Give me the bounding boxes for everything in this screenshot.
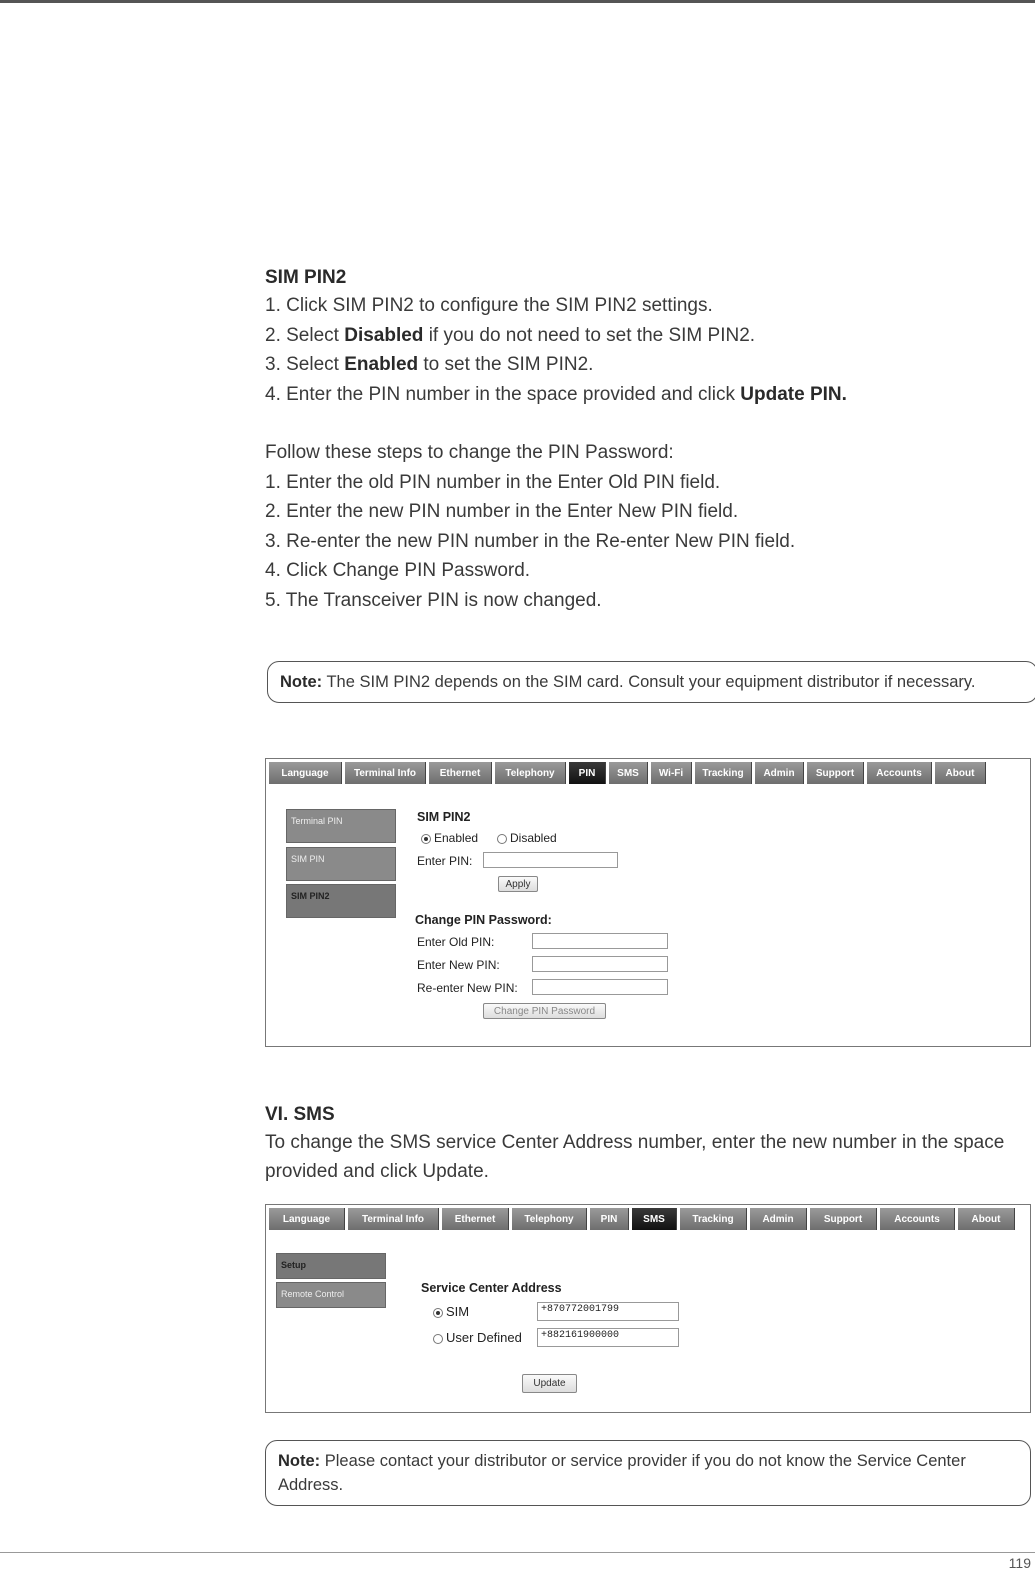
- sms-note: [265, 1440, 1031, 1506]
- top-rule: [0, 0, 1035, 3]
- enabled-option[interactable]: Enabled: [421, 831, 478, 845]
- sms-settings-screenshot: [265, 1204, 1031, 1413]
- update-button[interactable]: Update: [522, 1374, 577, 1393]
- reenter-pin-label: Re-enter New PIN:: [417, 981, 518, 995]
- tab-admin[interactable]: Admin: [755, 762, 804, 784]
- new-pin-label: Enter New PIN:: [417, 958, 500, 972]
- follow-step: 2. Enter the new PIN number in the Enter New PIN field.: [265, 501, 739, 522]
- page-number: 119: [1008, 1555, 1031, 1571]
- enter-pin-input[interactable]: [483, 852, 618, 868]
- radio-user-defined[interactable]: [433, 1334, 443, 1344]
- tab-about[interactable]: About: [958, 1208, 1015, 1230]
- disabled-option[interactable]: Disabled: [497, 831, 557, 845]
- pin-settings-screenshot: [265, 758, 1031, 1047]
- user-defined-number-input[interactable]: +882161900000: [537, 1328, 679, 1347]
- sim-pin2-heading: SIM PIN2: [265, 267, 347, 288]
- user-defined-option[interactable]: User Defined: [433, 1330, 522, 1345]
- tab-sms[interactable]: SMS: [609, 762, 648, 784]
- enter-pin-label: Enter PIN:: [417, 854, 473, 868]
- spacer: [265, 409, 1033, 438]
- tab-wifi[interactable]: Wi-Fi: [651, 762, 692, 784]
- change-pin-title: Change PIN Password:: [415, 913, 552, 927]
- tab-support[interactable]: Support: [810, 1208, 877, 1230]
- tab-accounts[interactable]: Accounts: [880, 1208, 955, 1230]
- note-label: Note:: [278, 1452, 321, 1470]
- old-pin-label: Enter Old PIN:: [417, 935, 495, 949]
- sidebar-item-remote-control[interactable]: Remote Control: [276, 1282, 386, 1308]
- tab-bar: [269, 762, 1027, 784]
- note-label: Note:: [280, 673, 323, 691]
- follow-step: 4. Click Change PIN Password.: [265, 560, 531, 581]
- tab-accounts[interactable]: Accounts: [867, 762, 932, 784]
- sidebar-item-terminal-pin[interactable]: Terminal PIN: [286, 809, 396, 843]
- tab-language[interactable]: Language: [269, 1208, 345, 1230]
- tab-admin[interactable]: Admin: [750, 1208, 807, 1230]
- step-3: 3. Select Enabled to set the SIM PIN2.: [265, 354, 594, 375]
- tab-pin[interactable]: PIN: [569, 762, 606, 784]
- tab-sms[interactable]: SMS: [632, 1208, 677, 1230]
- sim-pin2-note: [267, 661, 1035, 703]
- tab-ethernet[interactable]: Ethernet: [442, 1208, 509, 1230]
- service-center-title: Service Center Address: [421, 1281, 562, 1295]
- note-text: The SIM PIN2 depends on the SIM card. Consult your equipment distributor if necessary.: [322, 673, 976, 691]
- bottom-rule: [0, 1552, 1035, 1553]
- follow-step: 3. Re-enter the new PIN number in the Re-enter New PIN field.: [265, 530, 796, 552]
- tab-ethernet[interactable]: Ethernet: [429, 762, 492, 784]
- sms-heading: VI. SMS: [265, 1104, 335, 1125]
- tab-tracking[interactable]: Tracking: [695, 762, 752, 784]
- old-pin-input[interactable]: [532, 933, 668, 949]
- sim-pin2-section: [265, 265, 1033, 615]
- apply-button[interactable]: Apply: [498, 876, 538, 892]
- tab-language[interactable]: Language: [269, 762, 342, 784]
- new-pin-input[interactable]: [532, 956, 668, 972]
- step-1: 1. Click SIM PIN2 to configure the SIM PIN2 settings.: [265, 295, 713, 316]
- radio-enabled[interactable]: [421, 834, 431, 844]
- tab-terminal-info[interactable]: Terminal Info: [348, 1208, 439, 1230]
- tab-telephony[interactable]: Telephony: [512, 1208, 587, 1230]
- radio-disabled[interactable]: [497, 834, 507, 844]
- tab-pin[interactable]: PIN: [590, 1208, 629, 1230]
- follow-step: 1. Enter the old PIN number in the Enter Old PIN field.: [265, 471, 721, 493]
- sim-pin2-title: SIM PIN2: [417, 810, 471, 824]
- follow-step: 5. The Transceiver PIN is now changed.: [265, 589, 602, 611]
- tab-terminal-info[interactable]: Terminal Info: [345, 762, 426, 784]
- sms-body: To change the SMS service Center Address number, enter the new number in the space provided and click Update.: [265, 1132, 1005, 1182]
- tab-support[interactable]: Support: [807, 762, 864, 784]
- sidebar-item-sim-pin2[interactable]: SIM PIN2: [286, 884, 396, 918]
- radio-sim[interactable]: [433, 1308, 443, 1318]
- sidebar-item-sim-pin[interactable]: SIM PIN: [286, 847, 396, 881]
- tab-about[interactable]: About: [935, 762, 986, 784]
- change-pin-password-button[interactable]: Change PIN Password: [483, 1003, 606, 1019]
- note-text: Please contact your distributor or service provider if you do not know the Service Center Address.: [278, 1452, 966, 1494]
- tab-bar: [269, 1208, 1027, 1230]
- step-2: 2. Select Disabled if you do not need to set the SIM PIN2.: [265, 324, 756, 346]
- sim-option[interactable]: SIM: [433, 1304, 469, 1319]
- reenter-pin-input[interactable]: [532, 979, 668, 995]
- step-4: 4. Enter the PIN number in the space provided and click Update PIN.: [265, 383, 847, 405]
- tab-telephony[interactable]: Telephony: [495, 762, 566, 784]
- sms-section: [265, 1102, 1033, 1186]
- sidebar-item-setup[interactable]: Setup: [276, 1253, 386, 1279]
- follow-intro: Follow these steps to change the PIN Password:: [265, 442, 674, 463]
- tab-tracking[interactable]: Tracking: [680, 1208, 747, 1230]
- sim-number-input[interactable]: +870772001799: [537, 1302, 679, 1321]
